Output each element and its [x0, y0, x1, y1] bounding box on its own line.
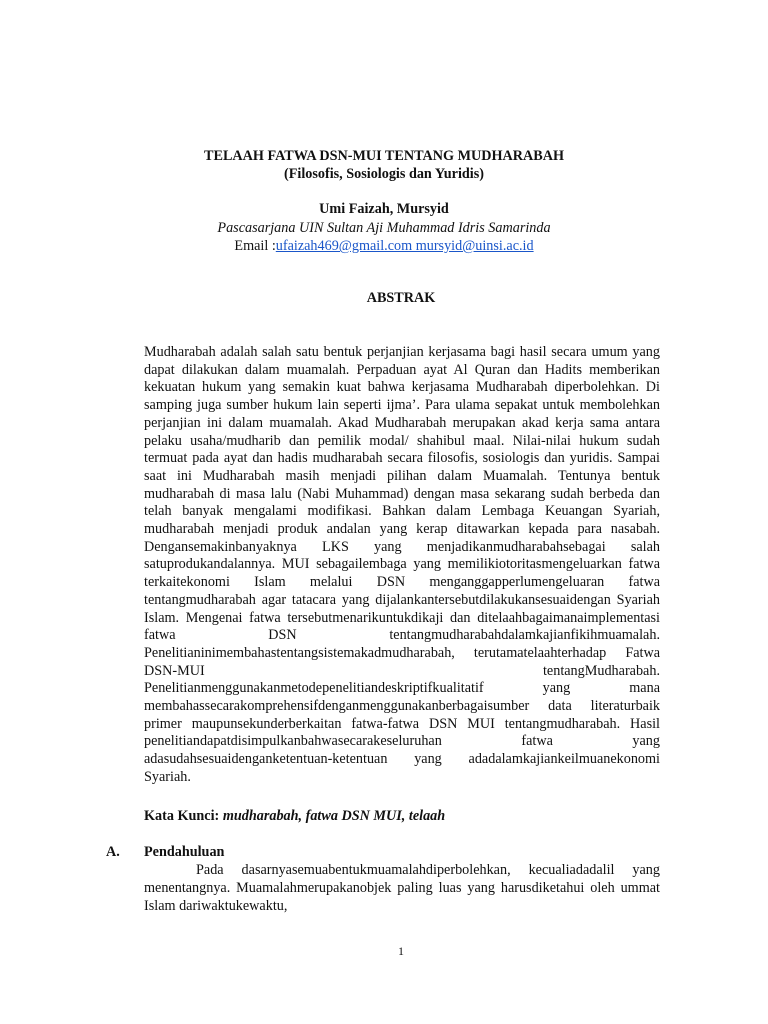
section-title: Pendahuluan	[144, 844, 225, 860]
abstract-heading: ABSTRAK	[366, 290, 436, 306]
paper-title: TELAAH FATWA DSN-MUI TENTANG MUDHARABAH	[204, 148, 564, 164]
author-names: Umi Faizah, Mursyid	[319, 201, 449, 217]
email-link[interactable]: ufaizah469@gmail.com mursyid@uinsi.ac.id	[275, 238, 534, 254]
intro-text: Pada dasarnyasemuabentukmuamalahdiperbolehkan, kecualiadadalil yang menentangnya. Muamalahmerupakanobjek paling luas yang harusdiketahui oleh ummat Islam dariwaktukewaktu,	[144, 862, 660, 914]
keywords-terms: mudharabah, fatwa DSN MUI, telaah	[222, 808, 446, 824]
affiliation-text: Pascasarjana UIN Sultan Aji Muhammad Idris Samarinda	[217, 219, 551, 236]
abstract-body: Mudharabah adalah salah satu bentuk perjanjian kerjasama bagi hasil secara umum yang dapat dilakukan dalam muamalah. Perpaduan ayat Al Quran dan Hadits memberikan kekuatan hukum yang semakin kuat bahwa kerjasama Mudharabah diperbolehkan. Di samping juga sumber hukum lain seperti ijma’. Para ulama sepakat untuk membolehkan perjanjian ini dalam muamalah. Akad Mudharabah merupakan akad kerja sama antara pelaku usaha/mudharib dan pemilik modal/ shahibul maal. Nilai-nilai hukum sudah termuat pada ayat dan hadis mudharabah secara filosofis, sosiologis dan yuridis. Sampai saat ini Mudharabah masih menjadi pilihan dalam Muamalah. Tentunya bentuk mudharabah di masa lalu (Nabi Muhammad) dengan masa sekarang sudah berbeda dan telah banyak mengalami modifikasi. Bahkan dalam Lembaga Keuangan Syariah, mudharabah menjadi produk andalan yang kerap ditawarkan kepada para nasabah. Dengansemakinbanyaknya LKS yang menjadikanmudharabahsebagai salah satuprodukandalannya. MUI sebagailembaga yang memilikiotoritasmengeluarkan fatwa terkaitekonomi Islam melalui DSN menganggapperlumengeluaran fatwa tentangmudharabah agar tatacara yang dijalankantersebutdilakukansesuaidengan Syariah Islam. Mengenai fatwa tersebutmenarikuntukdikaji dan ditelaahbagaimanaimplementasi fatwa DSN tentangmudharabahdalamkajianfikihmuamalah. Penelitianinimembahastentangsistemakadmudharabah, terutamatelaahterhadap Fatwa DSN-MUI tentangMudharabah. Penelitianmenggunakanmetodepenelitiandeskriptifkualitatif yang mana membahassecarakomprehensifdenganmenggunakanberbagaisumber data literaturbaik primer maupunsekunderberkaitan fatwa-fatwa DSN MUI tentangmudharabah. Hasil penelitiandapatdisimpulkanbahwasecarakeseluruhan fatwa yang adasudahsesuaidenganketentuan-ketentuan yang adadalamkajiankeilmuanekonomi Syariah.	[144, 344, 660, 785]
keywords-line	[144, 808, 660, 825]
title-block	[0, 147, 768, 183]
paper-subtitle: (Filosofis, Sosiologis dan Yuridis)	[284, 166, 484, 182]
intro-paragraph	[144, 861, 660, 915]
author-block	[0, 200, 768, 256]
keywords-label: Kata Kunci:	[144, 808, 220, 824]
author-affiliation	[0, 219, 768, 238]
email-label: Email :	[234, 238, 276, 254]
page-number: 1	[398, 944, 404, 958]
author-email	[0, 237, 768, 256]
section-number: A.	[106, 844, 120, 860]
